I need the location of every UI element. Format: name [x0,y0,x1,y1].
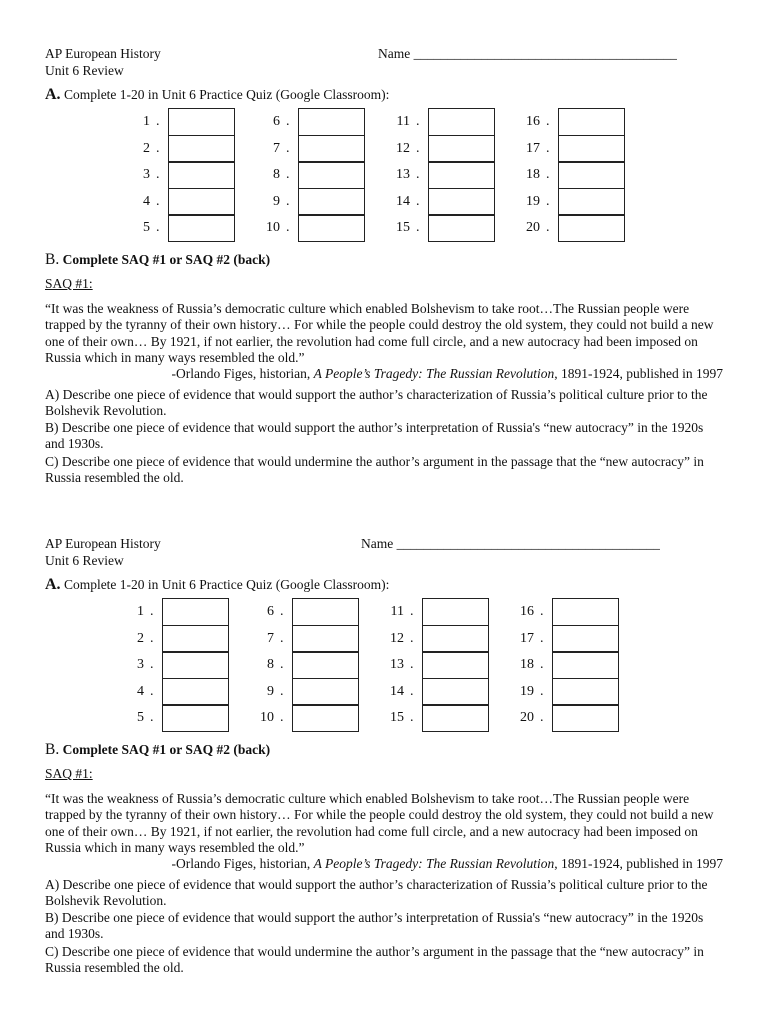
answer-box[interactable] [298,135,365,163]
citation-prefix: -Orlando Figes, historian, [171,856,314,871]
question-number: 2 [143,140,150,156]
section-a-heading [45,87,389,103]
number-dot: . [156,167,160,183]
question-number: 3 [143,167,150,183]
question-number: 14 [396,193,410,209]
number-dot: . [150,710,154,726]
answer-box[interactable] [168,135,235,163]
answer-box[interactable] [162,651,229,679]
saq-question: B) Describe one piece of evidence that would support the author’s interpretation of Russia's “new autocracy” in the 1920s and 1930s. [45,420,704,452]
answer-box[interactable] [298,188,365,216]
question-number: 5 [137,710,144,726]
question-number: 20 [526,220,540,236]
saq-question: C) Describe one piece of evidence that would undermine the author’s argument in the passage that the “new autocracy” in Russia resembled the old. [45,944,704,976]
saq-label: SAQ #1: [45,766,93,781]
quiz-column [522,109,712,243]
number-dot: . [416,167,420,183]
saq-label: SAQ #1: [45,276,93,291]
section-a-text: Complete 1-20 in Unit 6 Practice Quiz (Google Classroom): [63,577,390,592]
question-number: 16 [520,604,534,619]
question-number: 10 [266,220,280,236]
number-dot: . [410,657,414,673]
answer-box[interactable] [428,214,495,242]
number-dot: . [150,604,154,619]
answer-box[interactable] [558,214,625,242]
number-dot: . [546,220,550,236]
question-number: 1 [143,114,150,129]
answer-box[interactable] [422,598,489,626]
number-dot: . [280,683,284,699]
number-dot: . [416,114,420,129]
question-number: 14 [390,683,404,699]
worksheet [0,490,768,980]
name-line[interactable]: _______________________________________ [413,46,677,61]
number-dot: . [410,710,414,726]
number-dot: . [540,604,544,619]
answer-box[interactable] [162,625,229,653]
section-b-letter: B. [45,741,60,758]
section-b-heading [45,742,270,758]
number-dot: . [286,193,290,209]
name-label: Name [361,536,394,551]
answer-box[interactable] [552,598,619,626]
number-dot: . [150,683,154,699]
section-a-letter: A. [45,576,61,593]
answer-box[interactable] [428,135,495,163]
answer-box[interactable] [298,161,365,189]
citation-title: A People’s Tragedy: The Russian Revolution [313,856,555,871]
question-number: 11 [396,114,410,129]
section-b-text: Complete SAQ #1 or SAQ #2 (back) [62,742,271,757]
number-dot: . [150,630,154,646]
question-number: 2 [137,630,144,646]
question-number: 19 [526,193,540,209]
answer-box[interactable] [292,678,359,706]
number-dot: . [280,657,284,673]
number-dot: . [416,220,420,236]
course-title: AP European History [45,536,161,551]
answer-box[interactable] [292,704,359,732]
answer-box[interactable] [162,704,229,732]
question-number: 7 [267,630,274,646]
answer-box[interactable] [428,161,495,189]
question-number: 19 [520,683,534,699]
unit-title: Unit 6 Review [45,63,124,78]
answer-box[interactable] [552,704,619,732]
answer-box[interactable] [558,108,625,136]
name-label: Name [378,46,411,61]
course-title: AP European History [45,46,161,61]
number-dot: . [546,167,550,183]
section-a-text: Complete 1-20 in Unit 6 Practice Quiz (Google Classroom): [63,87,390,102]
unit-title: Unit 6 Review [45,553,124,568]
number-dot: . [150,657,154,673]
number-dot: . [540,683,544,699]
question-number: 17 [520,630,534,646]
citation-title: A People’s Tragedy: The Russian Revolution [313,366,555,381]
number-dot: . [156,193,160,209]
question-number: 6 [273,114,280,129]
worksheet [0,0,768,490]
answer-box[interactable] [162,678,229,706]
name-line[interactable]: _______________________________________ [396,536,660,551]
number-dot: . [540,657,544,673]
answer-box[interactable] [552,651,619,679]
citation-prefix: -Orlando Figes, historian, [171,366,314,381]
question-number: 1 [137,604,144,619]
question-number: 8 [267,657,274,673]
question-number: 11 [390,604,404,619]
saq-quote: “It was the weakness of Russia’s democratic culture which enabled Bolshevism to take root…The Russian people were trapped by the tyranny of their own history… For while the people could destroy the old system, they could not build a new one of their own… By 1921, if not earlier, the revolution had come full circle, and a new autocracy had been imposed on Russia which in many ways resembled the old.” [45,301,714,365]
number-dot: . [156,220,160,236]
quiz-column [516,599,706,733]
quote-citation [172,856,723,872]
section-b-letter: B. [45,251,60,268]
question-number: 9 [267,683,274,699]
question-number: 4 [143,193,150,209]
question-number: 4 [137,683,144,699]
question-number: 13 [396,167,410,183]
answer-box[interactable] [428,188,495,216]
section-a-heading [45,577,389,593]
name-field[interactable] [378,46,677,62]
saq-question: A) Describe one piece of evidence that would support the author’s characterization of Russia’s political culture prior to the Bolshevik Revolution. [45,387,708,419]
answer-box[interactable] [162,598,229,626]
question-number: 16 [526,114,540,129]
answer-box[interactable] [422,678,489,706]
saq-question: A) Describe one piece of evidence that would support the author’s characterization of Russia’s political culture prior to the Bolshevik Revolution. [45,877,708,909]
answer-box[interactable] [552,625,619,653]
citation-suffix: , 1891-1924, published in 1997 [554,856,723,871]
answer-box[interactable] [422,704,489,732]
number-dot: . [410,683,414,699]
section-a-letter: A. [45,86,61,103]
question-number: 12 [390,630,404,646]
answer-box[interactable] [558,188,625,216]
number-dot: . [546,193,550,209]
number-dot: . [156,140,160,156]
answer-box[interactable] [168,108,235,136]
question-number: 20 [520,710,534,726]
number-dot: . [280,604,284,619]
saq-question: C) Describe one piece of evidence that would undermine the author’s argument in the passage that the “new autocracy” in Russia resembled the old. [45,454,704,486]
answer-box[interactable] [558,135,625,163]
answer-box[interactable] [168,161,235,189]
answer-box[interactable] [422,625,489,653]
name-field[interactable] [361,536,660,552]
answer-box[interactable] [292,598,359,626]
answer-box[interactable] [422,651,489,679]
number-dot: . [286,220,290,236]
answer-box[interactable] [292,625,359,653]
section-b-text: Complete SAQ #1 or SAQ #2 (back) [62,252,271,267]
number-dot: . [546,140,550,156]
number-dot: . [286,167,290,183]
answer-box[interactable] [292,651,359,679]
number-dot: . [416,140,420,156]
number-dot: . [546,114,550,129]
number-dot: . [410,604,414,619]
saq-question: B) Describe one piece of evidence that would support the author’s interpretation of Russia's “new autocracy” in the 1920s and 1930s. [45,910,704,942]
question-number: 12 [396,140,410,156]
number-dot: . [540,630,544,646]
number-dot: . [286,114,290,129]
saq-quote: “It was the weakness of Russia’s democratic culture which enabled Bolshevism to take root…The Russian people were trapped by the tyranny of their own history… For while the people could destroy the old system, they could not build a new one of their own… By 1921, if not earlier, the revolution had come full circle, and a new autocracy had been imposed on Russia which in many ways resembled the old.” [45,791,714,855]
section-b-heading [45,252,270,268]
number-dot: . [416,193,420,209]
number-dot: . [280,630,284,646]
question-number: 7 [273,140,280,156]
answer-box[interactable] [168,188,235,216]
question-number: 10 [260,710,274,726]
question-number: 15 [390,710,404,726]
question-number: 15 [396,220,410,236]
citation-suffix: , 1891-1924, published in 1997 [554,366,723,381]
answer-box[interactable] [298,108,365,136]
number-dot: . [286,140,290,156]
answer-box[interactable] [558,161,625,189]
answer-box[interactable] [428,108,495,136]
answer-box[interactable] [552,678,619,706]
question-number: 18 [520,657,534,673]
answer-box[interactable] [168,214,235,242]
answer-box[interactable] [298,214,365,242]
number-dot: . [410,630,414,646]
number-dot: . [540,710,544,726]
question-number: 17 [526,140,540,156]
question-number: 13 [390,657,404,673]
number-dot: . [280,710,284,726]
question-number: 18 [526,167,540,183]
question-number: 8 [273,167,280,183]
question-number: 9 [273,193,280,209]
question-number: 6 [267,604,274,619]
quote-citation [172,366,723,382]
number-dot: . [156,114,160,129]
question-number: 3 [137,657,144,673]
question-number: 5 [143,220,150,236]
